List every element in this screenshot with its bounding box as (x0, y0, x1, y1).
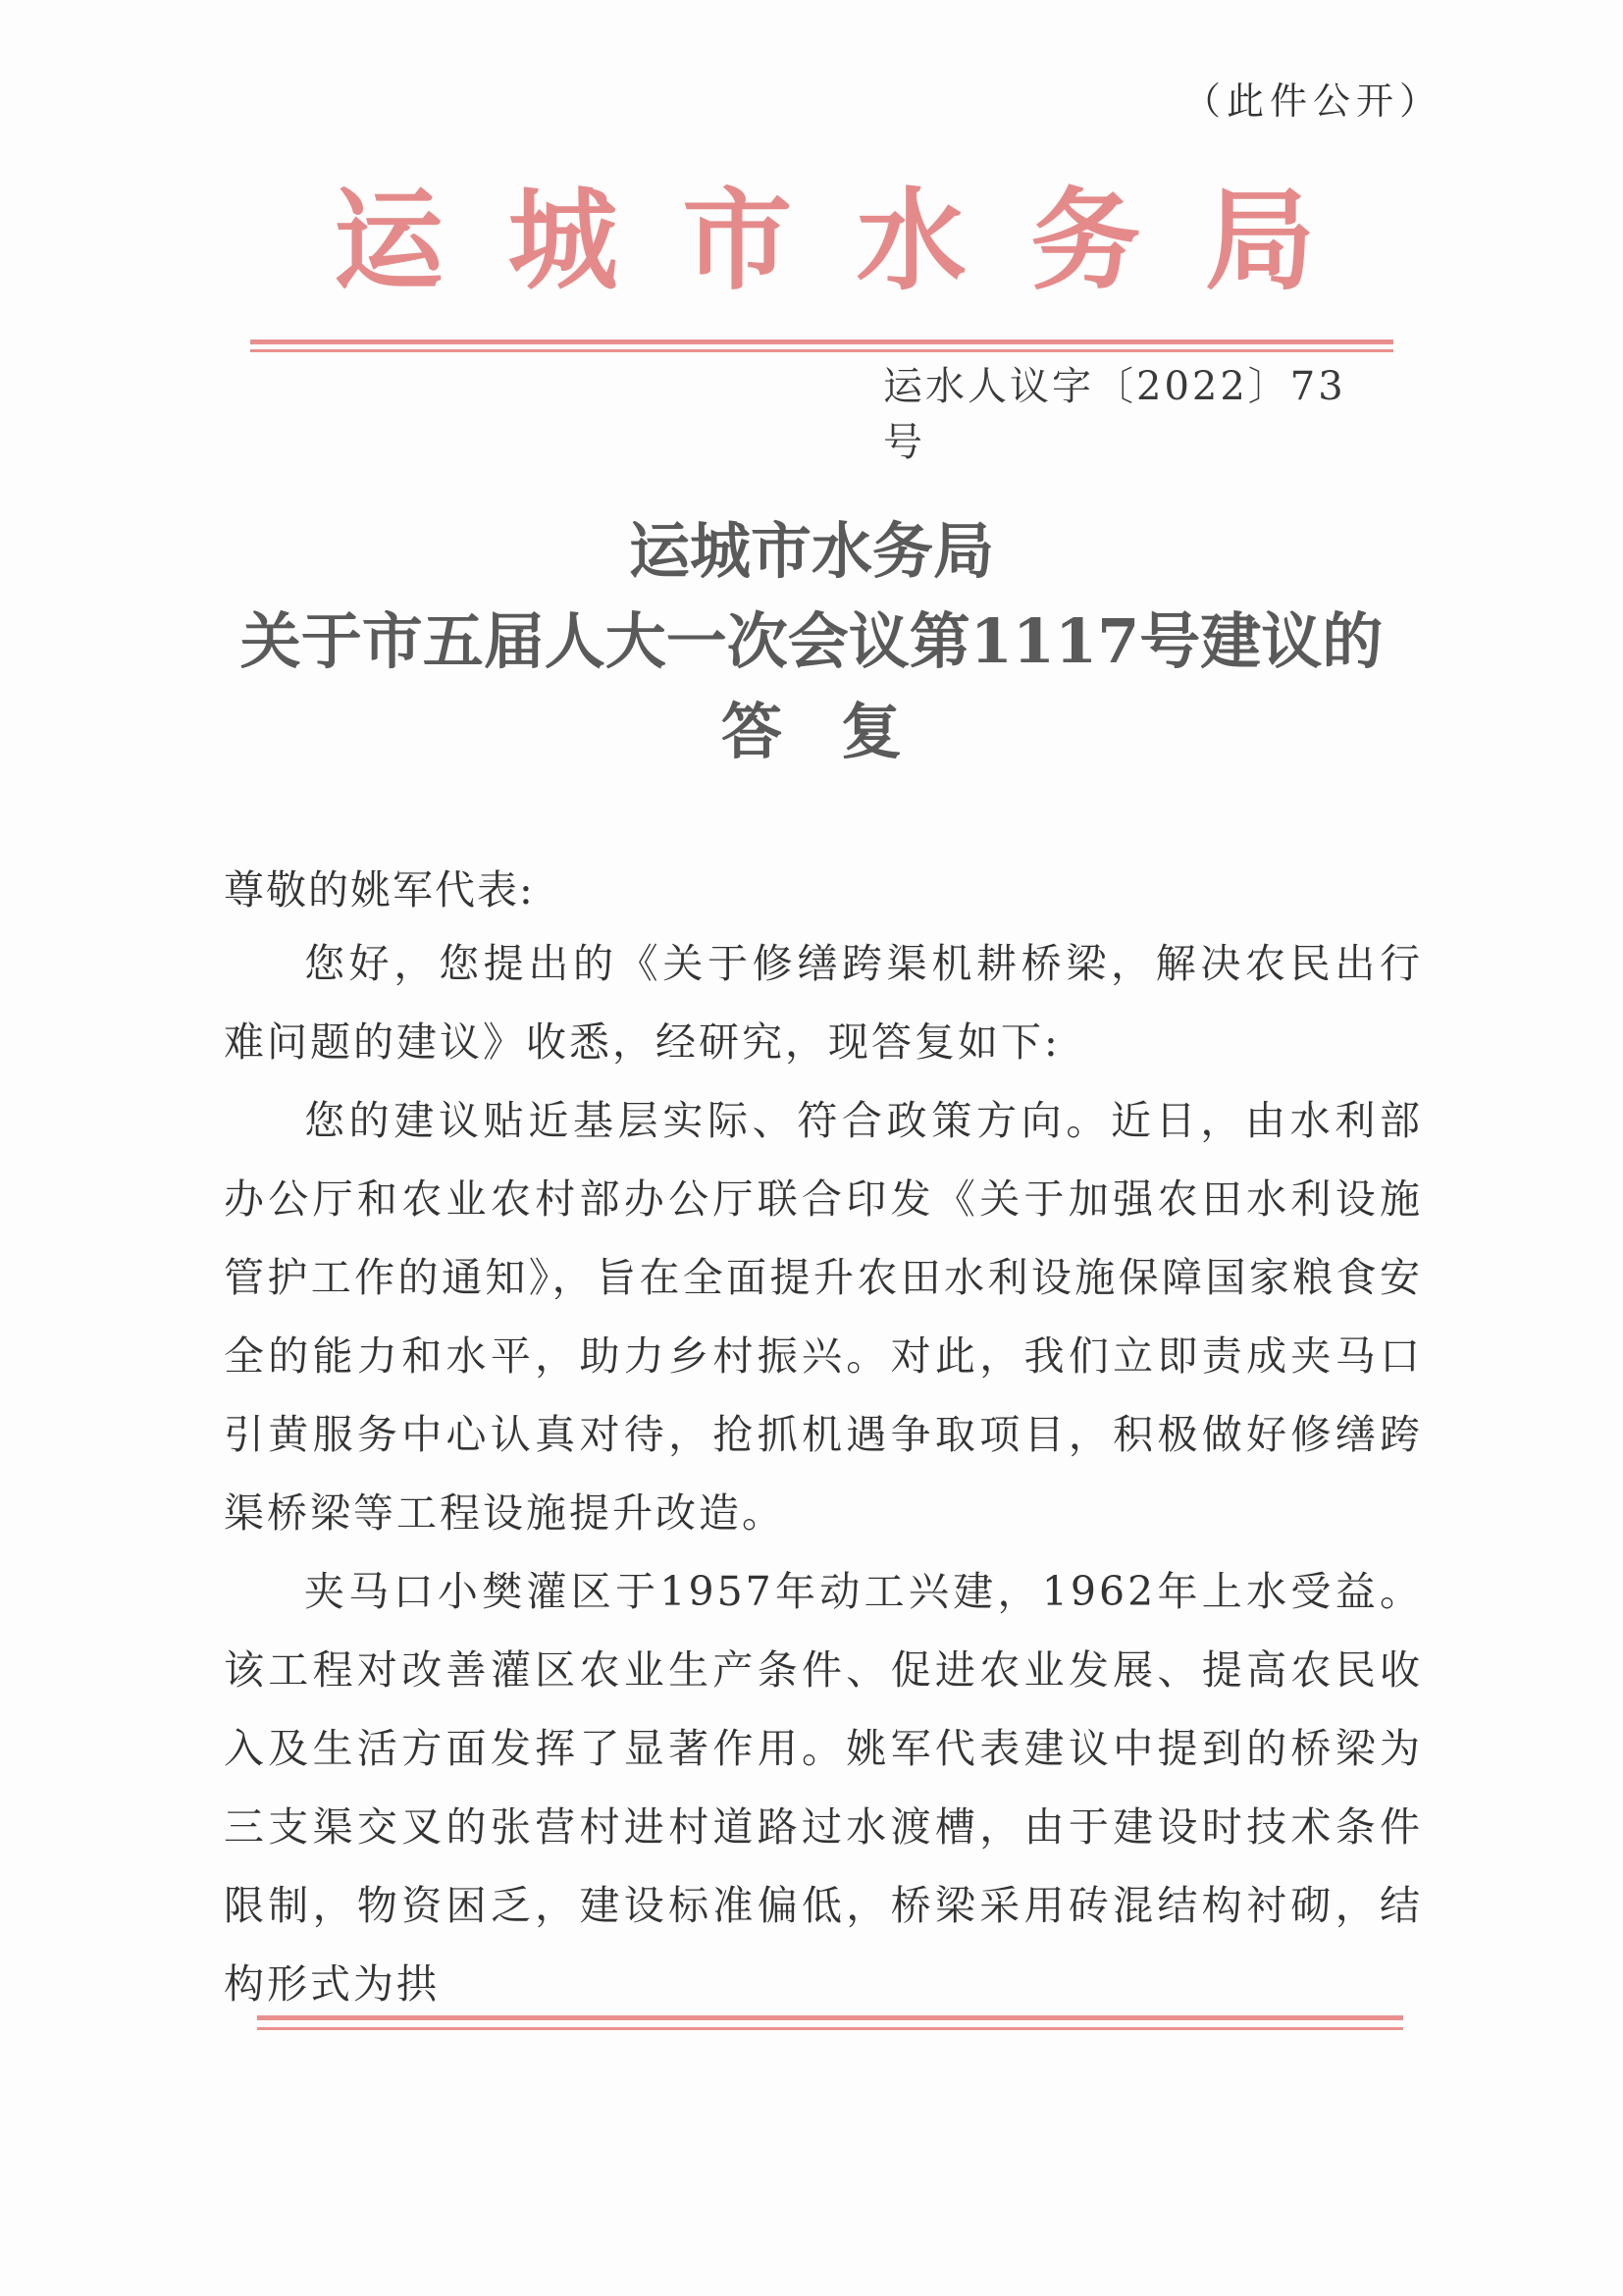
masthead-char: 务 (1030, 177, 1141, 305)
body-paragraph-2: 您的建议贴近基层实际、符合政策方向。近日，由水利部办公厅和农业农村部办公厅联合印发《关于加强农田水利设施管护工作的通知》，旨在全面提升农田水利设施保障国家粮食安全的能力和水平，助力乡村振兴。对此，我们立即责成夹马口引黄服务中心认真对待，抢抓机遇争取项目，积极做好修缮跨渠桥梁等工程设施提升改造。 (224, 1097, 1423, 1537)
masthead-char: 运 (334, 177, 444, 305)
footer-red-rule-thin (257, 2027, 1403, 2030)
document-number: 运水人议字〔2022〕73号 (883, 364, 1346, 465)
title-line-1: 运城市水务局 (628, 515, 994, 587)
body-paragraph-1: 您好，您提出的《关于修缮跨渠机耕桥梁，解决农民出行难问题的建议》收悉，经研究，现答复如下: (224, 940, 1423, 1066)
masthead-char: 水 (856, 177, 967, 305)
header-red-rule (250, 339, 1393, 344)
title-line-2: 关于市五届人大一次会议第1117号建议的 (239, 605, 1384, 677)
masthead-char: 市 (682, 177, 793, 305)
letter-body (224, 924, 1423, 2023)
masthead-title (334, 177, 1315, 305)
masthead-char: 城 (507, 177, 618, 305)
salutation: 尊敬的姚军代表: (224, 866, 535, 913)
body-paragraph-3: 夹马口小樊灌区于1957年动工兴建，1962年上水受益。该工程对改善灌区农业生产条件、促进农业发展、提高农民收入及生活方面发挥了显著作用。姚军代表建议中提到的桥梁为三支渠交叉的张营村进村道路过水渡槽，由于建设时技术条件限制，物资困乏，建设标准偏低，桥梁采用砖混结构衬砌，结构形式为拱 (224, 1568, 1423, 2008)
document-title (147, 506, 1476, 777)
masthead-char: 局 (1204, 177, 1315, 305)
header-red-rule-thin (250, 349, 1393, 352)
disclosure-label: （此件公开） (1182, 79, 1442, 123)
title-line-3: 答复 (720, 696, 961, 767)
footer-red-rule (257, 2015, 1403, 2020)
